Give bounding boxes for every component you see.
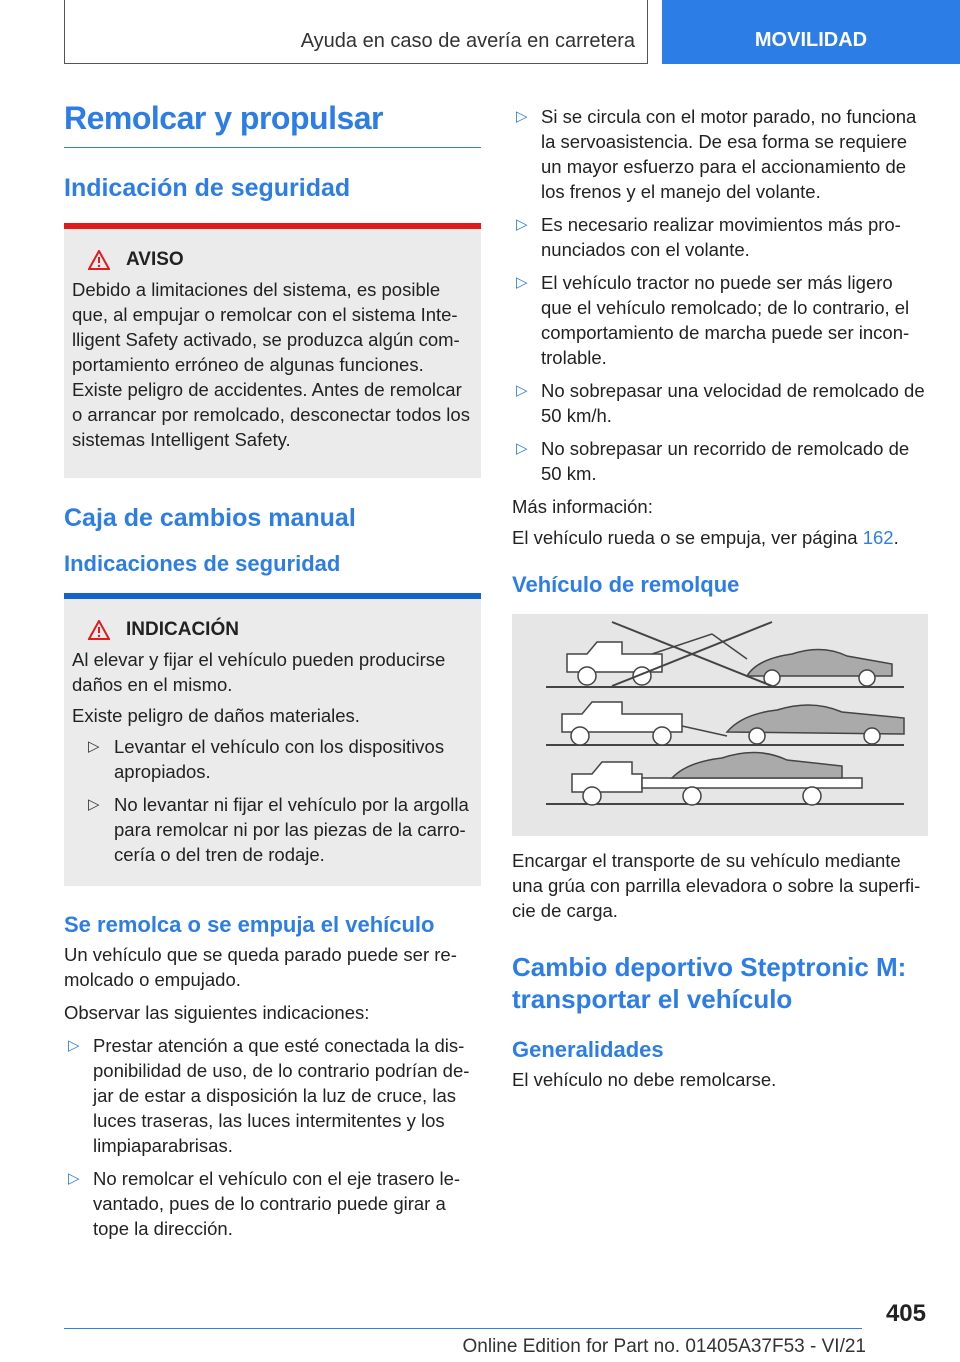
right-column xyxy=(512,104,928,1092)
warning-triangle-icon xyxy=(88,250,110,270)
triangle-bullet-icon: ▷ xyxy=(516,274,528,291)
tow-vehicle-text: Encargar el transporte de su vehículo mediante una grúa con parrilla elevadora o sobre la superfi‐ cie de carga. xyxy=(512,850,921,921)
list-item-text: No remolcar el vehículo con el eje trasero le‐ vantado, pues de lo contrario puede girar a tope la dirección. xyxy=(93,1168,461,1239)
header-section-title: Ayuda en caso de avería en carretera xyxy=(300,30,635,52)
list-item-text: El vehículo tractor no puede ser más ligero que el vehículo remolcado; de lo contrario, el comportamiento de marcha puede ser incon‐ trolable. xyxy=(541,272,910,368)
triangle-bullet-icon: ▷ xyxy=(68,1170,80,1187)
notice-heading xyxy=(88,619,473,641)
towing-bullet-list-continued xyxy=(512,104,928,486)
notice-text-2: Existe peligro de daños materiales. xyxy=(72,705,360,726)
subsection-heading-towing: Se remolca o se empuja el vehículo xyxy=(64,912,435,937)
list-item-text: No sobrepasar una velocidad de remolcado de 50 km/h. xyxy=(541,380,925,426)
header-chapter-tab[interactable] xyxy=(662,0,960,64)
notice-bullet-list xyxy=(72,734,473,867)
list-item xyxy=(512,378,928,428)
page-number: 405 xyxy=(885,1300,926,1327)
section-heading-steptronic: Cambio deportivo Steptronic M: transportar el vehículo xyxy=(512,952,907,1014)
notice-box xyxy=(64,599,481,886)
tow-trucks-drawing xyxy=(512,614,928,836)
more-info-suffix: . xyxy=(893,527,899,548)
more-info-text xyxy=(512,525,928,550)
header-chapter-label: MOVILIDAD xyxy=(754,29,868,51)
list-item-text: No sobrepasar un recorrido de remolcado de 50 km. xyxy=(541,438,910,484)
general-text: El vehículo no debe remolcarse. xyxy=(512,1069,777,1090)
section-heading-manual-gearbox: Caja de cambios manual xyxy=(64,504,356,532)
towing-illustration xyxy=(512,614,928,836)
warning-label: AVISO xyxy=(126,249,184,270)
left-column xyxy=(64,100,481,1249)
warning-text: Debido a limitaciones del sistema, es posible que, al empujar o remolcar con el sistema Inte‐ lligent Safety activado, se produzca algún com‐ portamiento erróneo de algunas funciones. Existe peligro de accidentes. Antes de remolcar o arrancar por remolcado, desconectar todos los sistemas Intelligent Safety. xyxy=(72,279,470,450)
list-item xyxy=(72,792,473,867)
towing-intro: Un vehículo que se queda parado puede ser re‐ molcado o empujado. xyxy=(64,944,457,990)
more-info-prefix: El vehículo rueda o se empuja, ver página xyxy=(512,527,858,548)
triangle-bullet-icon: ▷ xyxy=(516,440,528,457)
triangle-bullet-icon: ▷ xyxy=(516,216,528,233)
list-item xyxy=(512,212,928,262)
list-item xyxy=(512,436,928,486)
header-section-box xyxy=(64,0,648,64)
list-item-text: Prestar atención a que esté conectada la dis‐ ponibilidad de uso, de lo contrario podrían de‐ jar de estar a disposición la luz de cruce, las luces traseras, las luces intermitentes y los limpiaparabrisas. xyxy=(93,1035,470,1156)
towing-bullet-list xyxy=(64,1033,481,1241)
triangle-bullet-icon: ▷ xyxy=(68,1037,80,1054)
list-item xyxy=(64,1033,481,1158)
list-item-text: Levantar el vehículo con los dispositivos apropiados. xyxy=(114,736,445,782)
triangle-bullet-icon: ▷ xyxy=(516,108,528,125)
subsection-heading-safety-notes: Indicaciones de seguridad xyxy=(64,551,341,576)
footer-edition: Online Edition for Part no. 01405A37F53 - VI/21 xyxy=(462,1336,866,1357)
triangle-bullet-icon: ▷ xyxy=(516,382,528,399)
page-title: Remolcar y propulsar xyxy=(64,100,481,148)
footer-divider xyxy=(64,1328,862,1329)
subsection-heading-tow-vehicle: Vehículo de remolque xyxy=(512,572,740,597)
warning-triangle-icon xyxy=(88,620,110,640)
warning-box xyxy=(64,229,481,478)
warning-heading xyxy=(88,249,473,271)
section-heading-safety: Indicación de seguridad xyxy=(64,174,351,202)
more-info-label: Más información: xyxy=(512,496,653,517)
notice-label: INDICACIÓN xyxy=(126,619,239,640)
subsection-heading-general: Generalidades xyxy=(512,1037,664,1062)
list-item-text: No levantar ni fijar el vehículo por la argolla para remolcar ni por las piezas de la carro‐ cería o del tren de rodaje. xyxy=(114,794,469,865)
page-reference-link[interactable]: 162 xyxy=(862,527,894,548)
notice-text-1: Al elevar y fijar el vehículo pueden producirse daños en el mismo. xyxy=(72,649,446,695)
list-item xyxy=(64,1166,481,1241)
list-item-text: Si se circula con el motor parado, no funciona la servoasistencia. De esa forma se requiere un mayor esfuerzo para el accionamiento de los frenos y el manejo del volante. xyxy=(541,106,917,202)
triangle-bullet-icon: ▷ xyxy=(88,738,100,755)
list-item xyxy=(512,104,928,204)
list-item xyxy=(512,270,928,370)
list-item-text: Es necesario realizar movimientos más pro‐ nunciados con el volante. xyxy=(541,214,901,260)
triangle-bullet-icon: ▷ xyxy=(88,796,100,813)
towing-observe: Observar las siguientes indicaciones: xyxy=(64,1002,370,1023)
list-item xyxy=(72,734,473,784)
